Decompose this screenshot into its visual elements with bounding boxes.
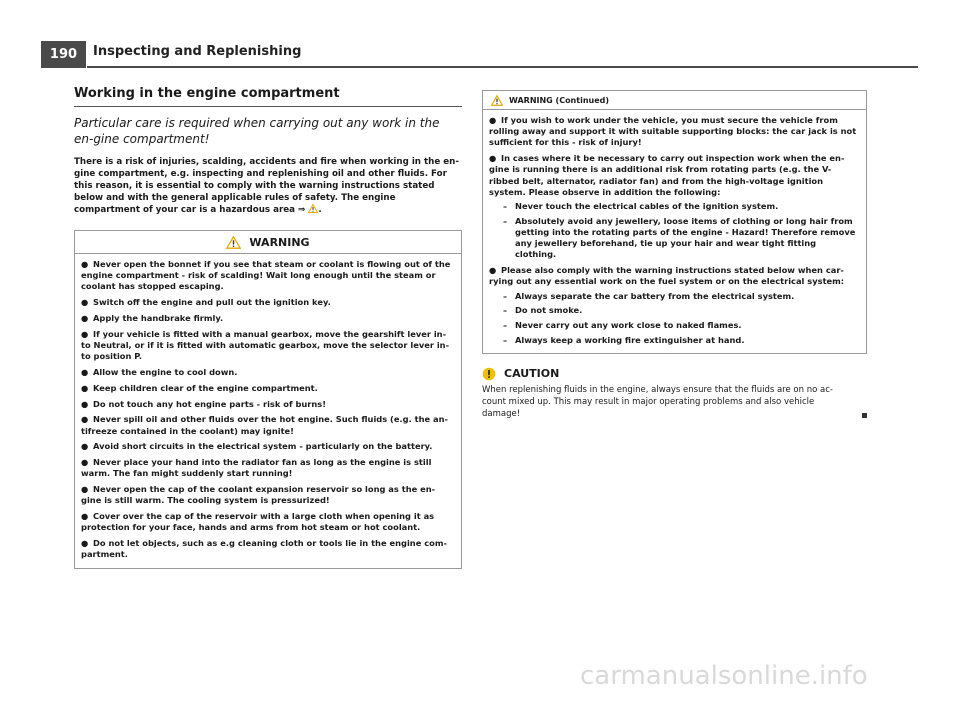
warning-title: WARNING xyxy=(249,235,310,249)
header-rule xyxy=(87,66,918,68)
warning-subitem: – Absolutely avoid any jewellery, loose items of clothing or long hair from getting into the rotating parts of the engine - Hazard! Therefore remove any jewellery beforehand, tie up your hair and wear tight fitting clothing. xyxy=(503,215,856,260)
warning-item: ● Never place your hand into the radiator fan as long as the engine is still warm. The fan might suddenly start running! xyxy=(81,457,432,479)
warning-list xyxy=(75,254,461,568)
warning-subitem: – Do not smoke. xyxy=(503,305,583,316)
warning-item: ● Never open the cap of the coolant expansion reservoir so long as the en-gine is still warm. The cooling system is pressurized! xyxy=(81,484,436,506)
page-number: 190 xyxy=(41,41,86,68)
end-of-section-mark xyxy=(862,413,867,418)
warning-triangle-icon xyxy=(226,236,241,249)
watermark: carmanualsonline.info xyxy=(580,661,868,691)
warning-subitem: – Always keep a working fire extinguisher at hand. xyxy=(503,334,745,345)
warning-item: ● Do not touch any hot engine parts - risk of burns! xyxy=(81,398,327,409)
warning-item: ● Do not let objects, such as e.g cleaning cloth or tools lie in the engine com-partment. xyxy=(81,538,447,560)
right-column xyxy=(482,90,867,420)
warning-item: ● Apply the handbrake firmly. xyxy=(81,313,224,323)
intro-text: There is a risk of injuries, scalding, accidents and fire when working in the en-gine compartment, e.g. inspecting and replenishing oil and other fluids. For this reason, it is essential to comply with the warning instructions stated below and with the general applicable rules of safety. The engine compartment of your car is a hazardous area ⇒ xyxy=(74,157,459,215)
warning-subitem: – Never touch the electrical cables of the ignition system. xyxy=(503,201,779,212)
section-divider xyxy=(74,106,462,107)
caution-text: When replenishing fluids in the engine, always ensure that the fluids are on no ac-count mixed up. This may result in major operating problems and also vehicle damage! xyxy=(482,384,867,420)
warning-continued-box xyxy=(482,90,867,354)
warning-item: ● Never spill oil and other fluids over the hot engine. Such fluids (e.g. the an-tifreeze contained in the coolant) may ignite! xyxy=(81,414,448,436)
warning-item: ● In cases where it be necessary to carry out inspection work when the en-gine is running there is an additional risk from rotating parts (e.g. the V-ribbed belt, alternator, radiator fan) and from the high-voltage ignition system. Please observe in addition the following: – Never touch the electrical cables of the ignition system. – Absolutely avoid any jewellery, loose items of clothing or long hair from getting into the rotating parts of the engine - Hazard! Therefore remove any jewellery beforehand, tie up your hair and wear tight fitting clothing. xyxy=(489,153,860,260)
intro-paragraph: There is a risk of injuries, scalding, accidents and fire when working in the en-gine compartment, e.g. inspecting and replenishing oil and other fluids. For this reason, it is essential to comply with the warning instructions stated below and with the general applicable rules of safety. The engine compartment of your car is a hazardous area ⇒ . xyxy=(74,157,459,215)
caution-section xyxy=(482,367,867,420)
warning-header xyxy=(75,231,461,254)
warning-item: ● Please also comply with the warning instructions stated below when car-rying out any essential work on the fuel system or on the electrical system: – Always separate the car battery from the electrical system. – Do not smoke. – Never carry out any work close to naked flames. – Always keep a working fire extinguisher at hand. xyxy=(489,265,860,346)
warning-continued-list xyxy=(483,110,866,353)
warning-item: ● Cover over the cap of the reservoir with a large cloth when opening it as protection for your face, hands and arms from hot steam or hot coolant. xyxy=(81,511,435,533)
warning-item: ● If you wish to work under the vehicle, you must secure the vehicle from rolling away and support it with suitable supporting blocks: the car jack is not sufficient for this - risk of injury! xyxy=(489,115,857,148)
caution-title: CAUTION xyxy=(504,367,560,381)
section-heading: Working in the engine compartment xyxy=(74,86,340,101)
warning-subitem: – Never carry out any work close to naked flames. xyxy=(503,319,742,330)
running-title: Inspecting and Replenishing xyxy=(93,44,302,59)
warning-triangle-icon xyxy=(491,95,503,106)
warning-item: ● If your vehicle is fitted with a manual gearbox, move the gearshift lever in-to Neutral, or if it is fitted with automatic gearbox, move the selector lever in-to position P. xyxy=(81,328,450,362)
warning-item: ● Switch off the engine and pull out the ignition key. xyxy=(81,297,331,308)
warning-box xyxy=(74,230,462,569)
warning-item: ● Avoid short circuits in the electrical system - particularly on the battery. xyxy=(81,441,433,452)
left-column xyxy=(74,86,462,569)
warning-sublist xyxy=(489,201,860,261)
warning-item: ● Keep children clear of the engine compartment. xyxy=(81,382,318,393)
caution-icon xyxy=(482,367,496,381)
caution-header xyxy=(482,367,867,381)
warning-sublist xyxy=(489,291,860,346)
warning-subitem: – Always separate the car battery from the electrical system. xyxy=(503,290,795,301)
warning-triangle-icon xyxy=(308,204,318,213)
warning-item: ● Allow the engine to cool down. xyxy=(81,367,238,377)
warning-continued-title: WARNING (Continued) xyxy=(509,95,610,105)
warning-item: ● Never open the bonnet if you see that steam or coolant is flowing out of the engine compartment - risk of scalding! Wait long enough until the steam or coolant has stopped escaping. xyxy=(81,259,451,292)
warning-continued-header xyxy=(483,91,866,110)
section-subtitle: Particular care is required when carrying out any work in the en-gine compartment! xyxy=(74,116,440,146)
